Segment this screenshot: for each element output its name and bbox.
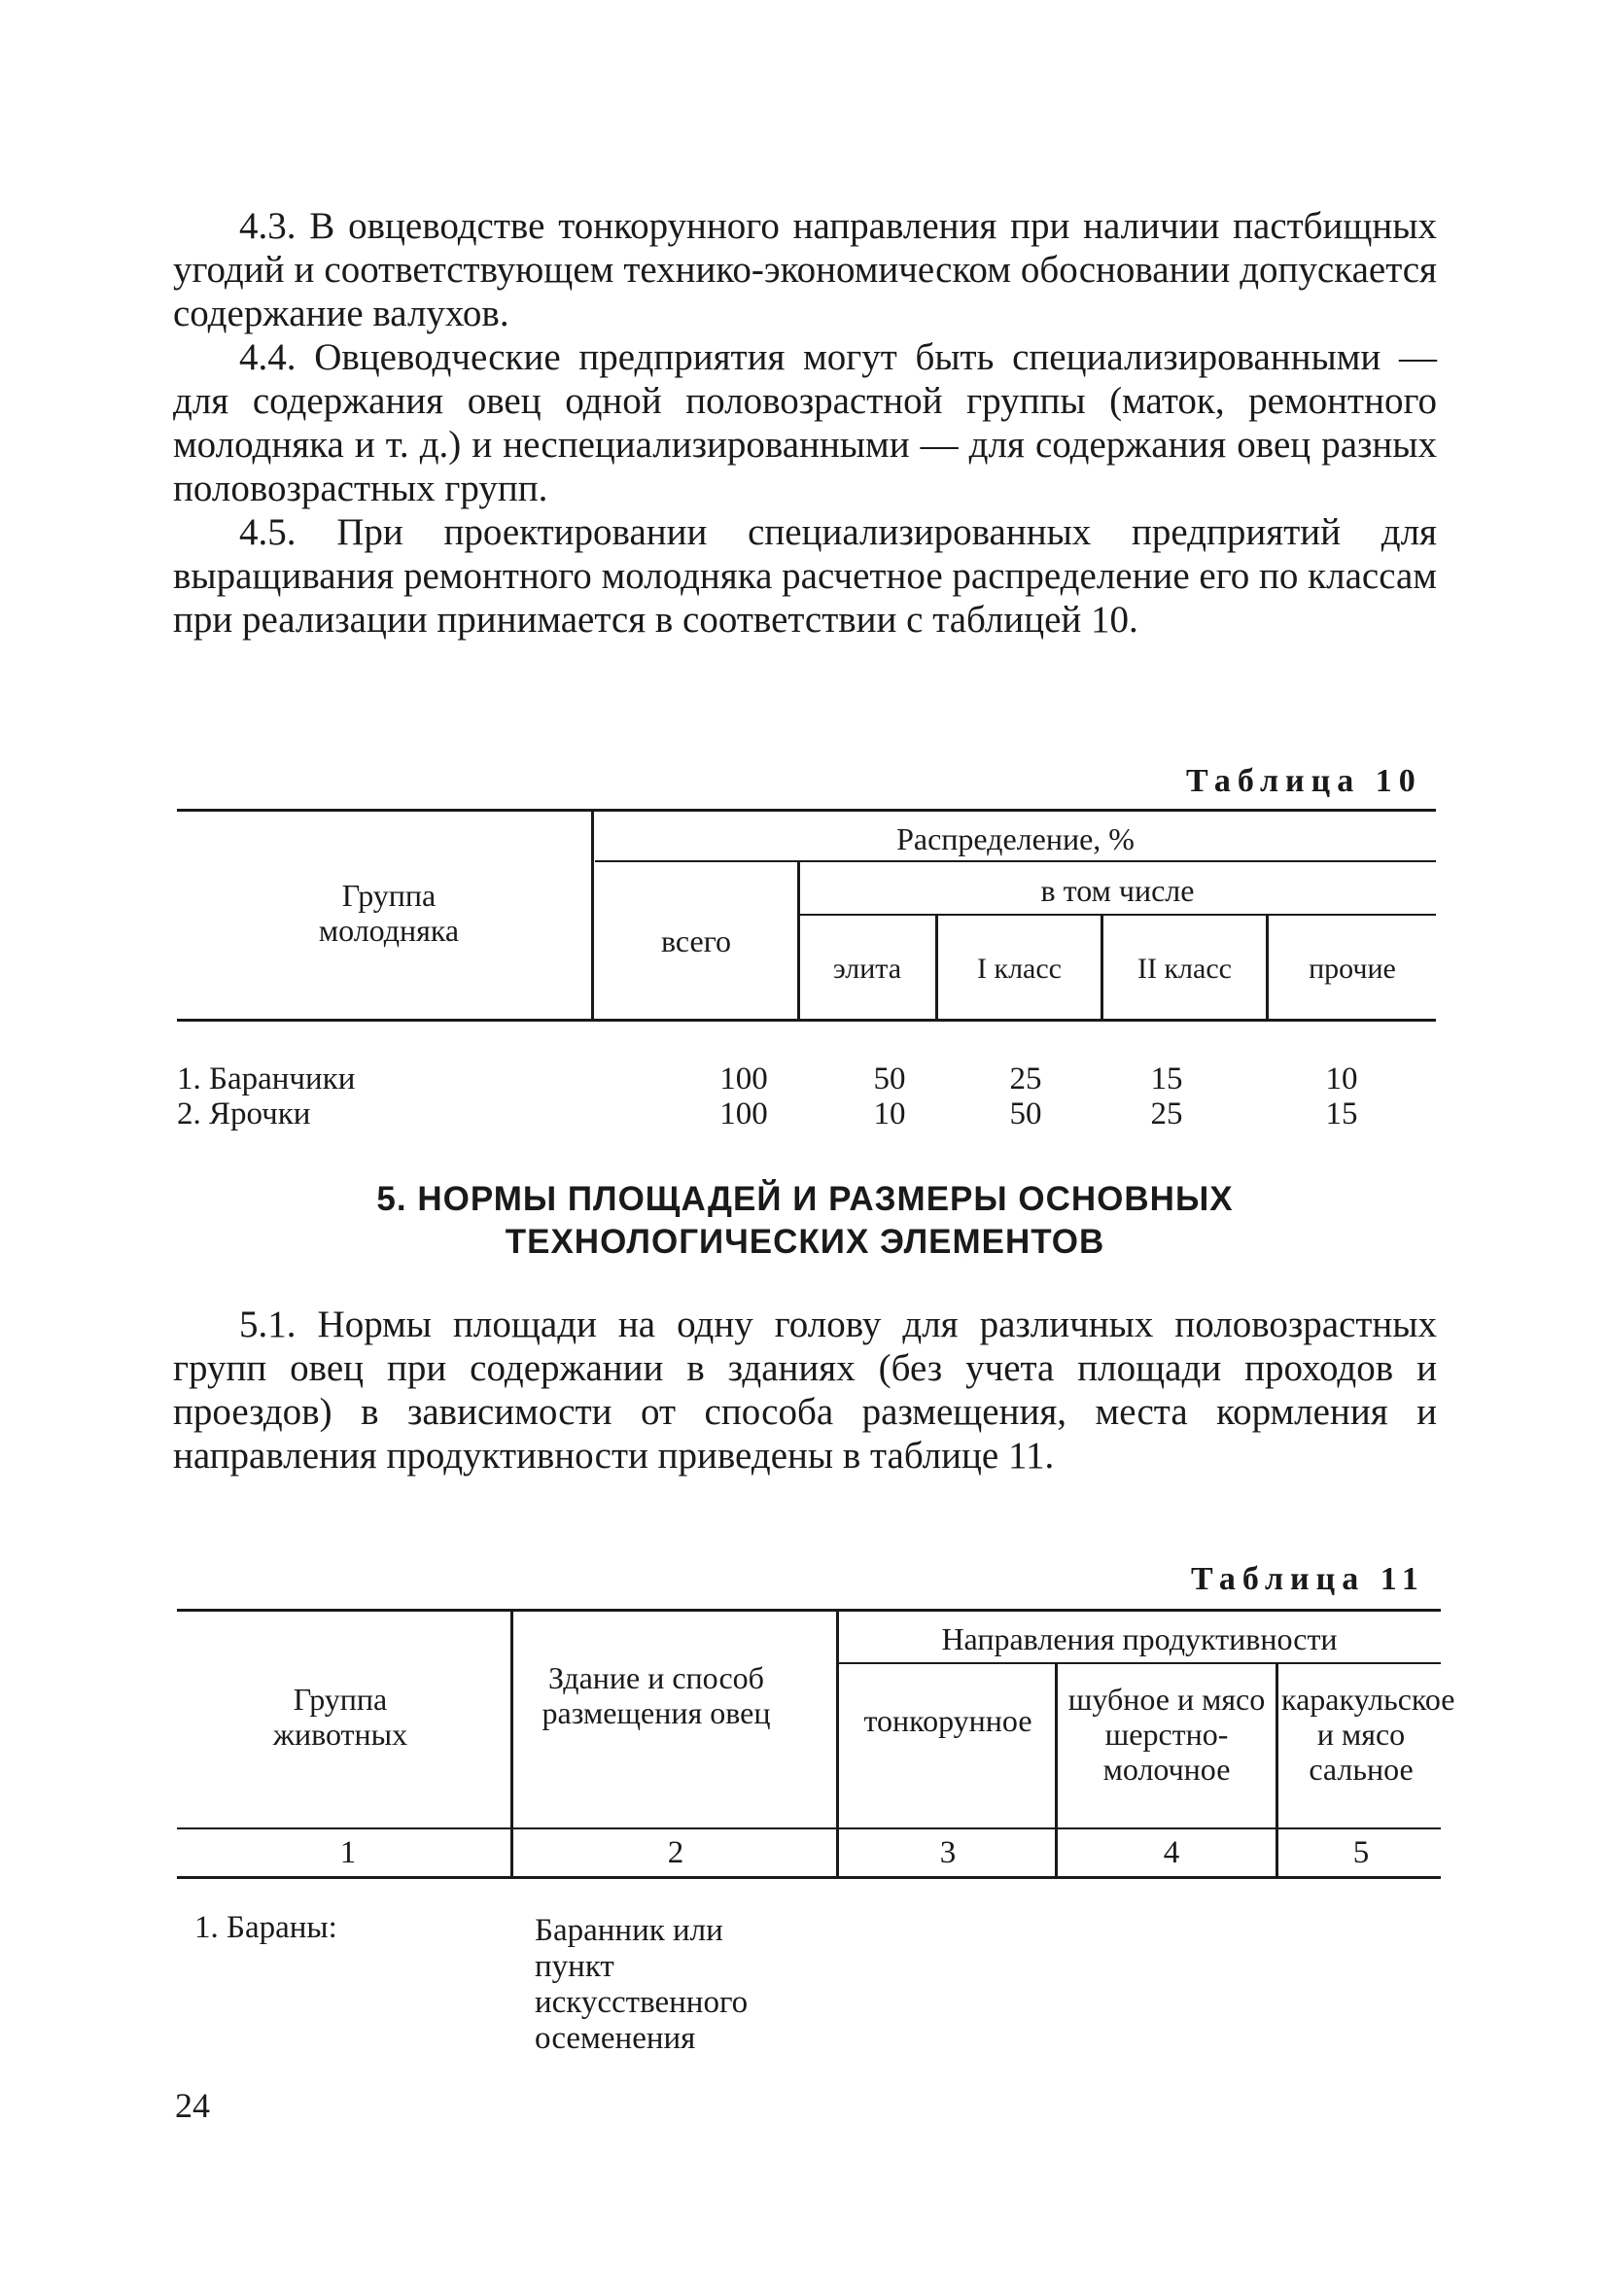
section-5-heading [173,1178,1437,1264]
table-11-header-rule [838,1662,1441,1664]
header-class-1: I класс [977,953,1062,985]
paragraph-5-1: 5.1. Нормы площади на одну голову для различных половозрастных групп овец при содержании в зданиях (без учета площади проходов и проездов) в зависимости от способа размещения, места кормления и направления продуктивности приведены в таблице 11. [173,1304,1437,1477]
table-10-row-1-total: 100 [719,1061,768,1096]
column-number-2: 2 [667,1835,684,1870]
header-karakul-meat-fat: каракульское и мясо сальное [1281,1682,1455,1787]
table-11-caption: Таблица 11 [1191,1561,1425,1597]
header-distribution: Распределение, % [896,821,1135,856]
section-4-text [173,204,1437,642]
column-number-4: 4 [1163,1835,1180,1870]
section-5-title-line-2: ТЕХНОЛОГИЧЕСКИХ ЭЛЕМЕНТОВ [505,1223,1105,1261]
table-11-vline-3 [1055,1664,1058,1876]
table-11-row-1-group: 1. Бараны: [194,1910,337,1945]
table-10-row-2-class-1: 50 [1009,1096,1042,1131]
table-10-row-1-other: 10 [1325,1061,1358,1096]
paragraph-4-5: 4.5. При проектировании специализированных предприятий для выращивания ремонтного молодняка расчетное распределение его по классам при реализации принимается в соответствии с таблицей 10. [173,511,1437,641]
table-11-header-bottom-rule [177,1827,1441,1829]
table-10-header-rule-1 [595,860,1436,862]
header-building-placement: Здание и способ размещения овец [542,1660,771,1730]
table-10-row-2-elite: 10 [873,1096,906,1131]
table-10-row-1-class-1: 25 [1009,1061,1042,1096]
table-10-header-bottom-rule [177,1019,1436,1022]
header-total: всего [660,923,732,958]
table-10-top-rule [177,809,1436,812]
page-number: 24 [175,2086,210,2125]
table-11-top-rule [177,1609,1441,1612]
header-including: в том числе [1040,873,1195,908]
header-sheepskin-meat-wool-dairy: шубное и мясо шерстно-молочное [1067,1682,1266,1787]
paragraph-4-3: 4.3. В овцеводстве тонкорунного направления при наличии пастбищных угодий и соответствующем технико-экономическом обосновании допускается содержание валухов. [173,205,1437,334]
header-animal-group: Группа животных [272,1682,408,1752]
paragraph-4-4: 4.4. Овцеводческие предприятия могут быть специализированными — для содержания овец одной половозрастной группы (маток, ремонтного молодняка и т. д.) и неспециализированными — для содержания овец разных половозрастных групп. [173,336,1437,509]
table-10-row-2-total: 100 [719,1096,768,1131]
table-11-vline-4 [1276,1664,1278,1876]
table-10-vline-1 [591,812,594,1019]
section-5-title-line-1: 5. НОРМЫ ПЛОЩАДЕЙ И РАЗМЕРЫ ОСНОВНЫХ [376,1180,1234,1218]
column-number-1: 1 [339,1835,357,1870]
header-fine-wool: тонкорунное [863,1703,1032,1738]
header-other: прочие [1309,953,1396,985]
table-11-colnum-bottom-rule [177,1876,1441,1879]
header-productivity-direction: Направления продуктивности [941,1621,1338,1656]
table-10-row-2-class-2: 25 [1150,1096,1183,1131]
table-10-row-2-other: 15 [1325,1096,1358,1131]
header-group-youngstock: Группа молодняка [318,878,460,948]
table-10-row-1-elite: 50 [873,1061,906,1096]
table-10-row-1-class-2: 15 [1150,1061,1183,1096]
table-11-vline-1 [510,1612,513,1876]
table-10-row-2-name: 2. Ярочки [177,1096,311,1131]
table-10-caption: Таблица 10 [1186,763,1422,799]
table-10-header-rule-2 [799,914,1436,916]
table-11-row-1-building: Баранник или пункт искусственного осеменения [535,1913,749,2056]
column-number-3: 3 [939,1835,957,1870]
table-10-row-1-name: 1. Баранчики [177,1061,356,1096]
header-elite: элита [832,953,902,985]
header-class-2: II класс [1137,953,1232,985]
column-number-5: 5 [1352,1835,1370,1870]
section-5-text [173,1303,1437,1478]
